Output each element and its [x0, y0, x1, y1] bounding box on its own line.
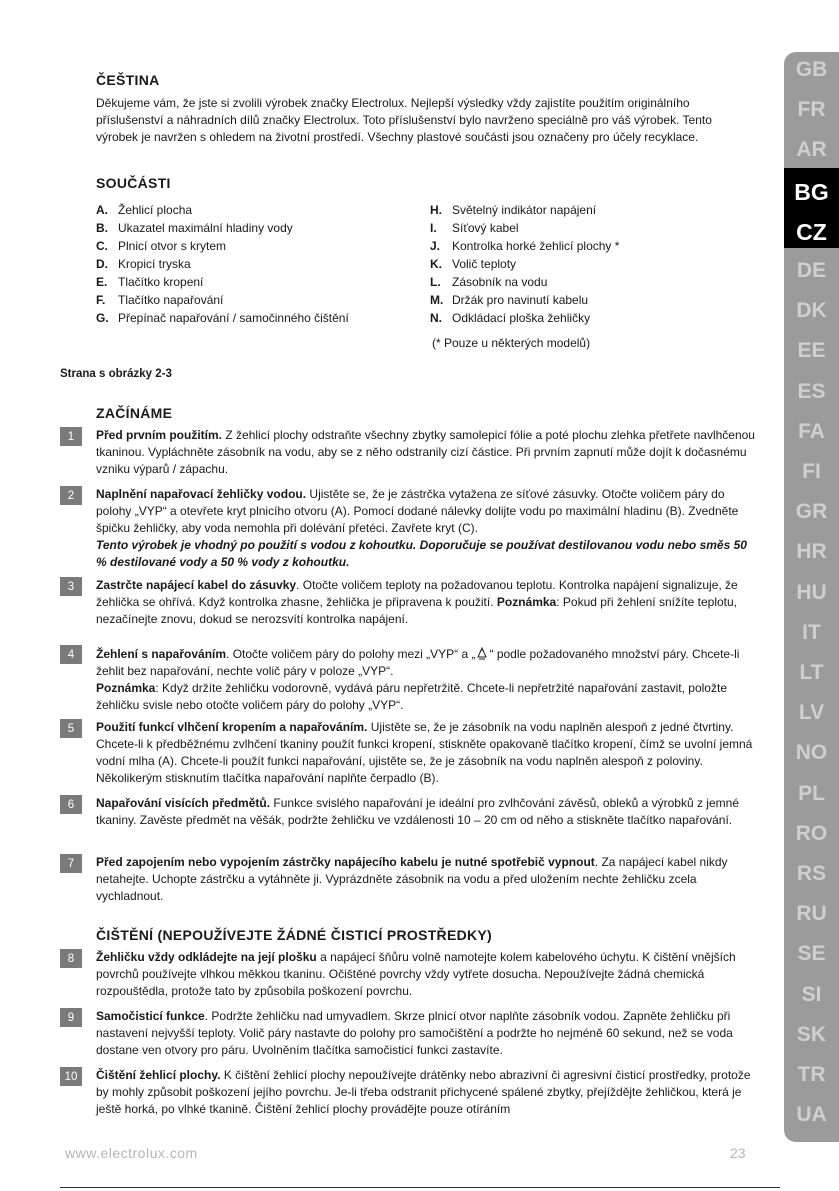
- part-letter: I.: [430, 221, 437, 235]
- step-number-badge: 4: [60, 645, 82, 664]
- part-label: Zásobník na vodu: [452, 275, 548, 289]
- language-tab-se[interactable]: SE: [797, 942, 826, 966]
- language-tab-de[interactable]: DE: [796, 259, 827, 282]
- parts-list-right: [430, 201, 619, 327]
- part-label: Síťový kabel: [452, 221, 519, 235]
- language-tab-fa[interactable]: FA: [798, 419, 825, 443]
- part-item: [96, 201, 349, 219]
- page-number: 23: [730, 1145, 746, 1161]
- part-label: Odkládací ploška žehličky: [452, 311, 591, 325]
- step-number-badge: 1: [60, 427, 82, 446]
- step-number-badge: 3: [60, 577, 82, 596]
- step-2: Naplnění napařovací žehličky vodou. Ujistěte se, že je zástrčka vytažena ze síťové zásuvky. Otočte voličem páry do polohy „VYP“ a otevřete kryt plnicího otvoru (A). Pomocí dodané nálevky dolijte vodu po maximální hladinu (B). Zvedněte špičku žehličky, aby voda nemohla při dolévání přetéci. Zavřete kryt (C). Tento výrobek je vhodný po použití s vodou z kohoutku. Doporučuje se používat destilovanou vodu nebo směs 50 % destilované vody a 50 % vody z kohoutku.: [96, 487, 747, 569]
- step-9: Samočisticí funkce. Podržte žehličku nad umyvadlem. Skrze plnicí otvor naplňte zásobník vodou. Zapněte žehličku při nastavení nejvyšší teploty. Volič páry nastavte do polohy pro samočištění a podržte ho nejméně 60 sekund, než se voda dostane ven otvory pro páru. Uvolněním tlačítka samočisticí funkci zastavíte.: [96, 1009, 733, 1057]
- part-label: Tlačítko kropení: [118, 275, 204, 289]
- step-number-badge: 9: [60, 1008, 82, 1027]
- part-letter: L.: [430, 275, 441, 289]
- bottom-rule: [60, 1187, 780, 1188]
- part-item: [430, 201, 619, 219]
- language-tab-gr[interactable]: GR: [795, 500, 828, 524]
- step-10: Čištění žehlicí plochy. K čištění žehlicí plochy nepoužívejte drátěnky nebo abrazivní či agresivní čisticí prostředky, protože by mohly způsobit poškození jejího povrchu. Je-li třeba odstranit přichycené spálené zbytky, přejíždějte žehličkou, která je ještě horká, po vlhké tkanině. Čištění žehlicí plochy provádějte pouze otíráním: [96, 1068, 751, 1116]
- language-tab-fi[interactable]: FI: [802, 460, 821, 483]
- language-tab-ua[interactable]: UA: [796, 1103, 827, 1127]
- intro-paragraph: Děkujeme vám, že jste si zvolili výrobek značky Electrolux. Nejlepší výsledky vždy zajistíte použitím originálního příslušenství a náhradních dílů značky Electrolux. Toto příslušenství bylo navrženo speciálně pro váš výrobek. Tento výrobek je navržen s ohledem na životní prostředí. Všechny plastové součásti jsou označeny pro účely recyklace.: [96, 96, 712, 144]
- language-tab-tr[interactable]: TR: [797, 1063, 826, 1086]
- step-7: Před zapojením nebo vypojením zástrčky napájecího kabelu je nutné spotřebič vypnout. Za napájecí kabel nikdy netahejte. Uchopte zástrčku a vytáhněte ji. Vyprázdněte zásobník na vodu a před uložením nechte žehličku zcela vychladnout.: [96, 855, 728, 903]
- step-number-badge: 10: [60, 1067, 82, 1086]
- part-letter: G.: [96, 311, 109, 325]
- part-label: Držák pro navinutí kabelu: [452, 293, 589, 307]
- part-letter: K.: [430, 257, 442, 271]
- step-number-badge: 5: [60, 719, 82, 738]
- part-label: Kontrolka horké žehlicí plochy *: [452, 239, 620, 253]
- language-tab-cz[interactable]: CZ: [796, 218, 827, 245]
- part-item: [96, 219, 349, 237]
- part-label: Ukazatel maximální hladiny vody: [118, 221, 293, 235]
- language-tab-no[interactable]: NO: [795, 741, 828, 765]
- step-number-badge: 2: [60, 486, 82, 505]
- language-tab-ee[interactable]: EE: [797, 339, 826, 363]
- part-item: [430, 237, 619, 255]
- footer-url: www.electrolux.com: [65, 1145, 198, 1161]
- step-number-badge: 8: [60, 949, 82, 968]
- part-letter: H.: [430, 203, 442, 217]
- part-item: [430, 309, 619, 327]
- language-tab-ar[interactable]: AR: [796, 138, 827, 162]
- part-item: [96, 273, 349, 291]
- language-tab-it[interactable]: IT: [802, 620, 821, 644]
- part-letter: A.: [96, 203, 108, 217]
- part-letter: N.: [430, 311, 442, 325]
- part-label: Přepínač napařování / samočinného čištění: [118, 311, 349, 325]
- section-title: ČEŠTINA: [96, 72, 160, 88]
- language-tab-ru[interactable]: RU: [796, 902, 827, 926]
- language-tab-fr[interactable]: FR: [797, 98, 826, 122]
- language-tab-ro[interactable]: RO: [795, 821, 828, 845]
- steam-icon: [475, 645, 489, 661]
- language-tab-si[interactable]: SI: [801, 982, 822, 1006]
- part-letter: B.: [96, 221, 108, 235]
- part-item: [96, 255, 349, 273]
- part-item: [96, 309, 349, 327]
- language-tab-hu[interactable]: HU: [796, 580, 827, 604]
- part-item: [430, 255, 619, 273]
- part-letter: M.: [430, 293, 444, 307]
- figure-page-ref: Strana s obrázky 2-3: [60, 368, 172, 380]
- step-1: Před prvním použitím. Z žehlicí plochy odstraňte všechny zbytky samolepicí fólie a poté plochu zlehka přetřete navlhčenou tkaninou. Vypláchněte zásobník na vodu, aby se z něho odstranily cizí částice. Při prvním zapnutí může dojít k dočasnému vzniku výparů / zápachu.: [96, 428, 755, 476]
- step-4: Žehlení s napařováním. Otočte voličem páry do polohy mezi „VYP“ a „ “ podle požadovaného množství páry. Chcete-li žehlit bez napařování, nechte volič páry v poloze „VYP“. Poznámka: Když držíte žehličku vodorovně, vydává páru nepřetržitě. Chcete-li nepřetržité napařování zastavit, položte žehličku svisle nebo otočte voličem páry do polohy „VYP“.: [96, 647, 740, 712]
- part-label: Světelný indikátor napájení: [452, 203, 597, 217]
- language-tab-dk[interactable]: DK: [796, 299, 827, 323]
- part-item: [96, 291, 349, 309]
- part-label: Žehlicí plocha: [118, 203, 193, 217]
- language-tab-bg[interactable]: BG: [794, 178, 829, 205]
- part-item: [430, 291, 619, 309]
- part-label: Volič teploty: [452, 257, 517, 271]
- language-tab-hr[interactable]: HR: [796, 540, 827, 564]
- language-tab-es[interactable]: ES: [797, 379, 826, 403]
- part-label: Plnicí otvor s krytem: [118, 239, 227, 253]
- parts-list-left: [96, 201, 349, 327]
- part-label: Kropicí tryska: [118, 257, 191, 271]
- language-tab-lt[interactable]: LT: [799, 661, 824, 684]
- step-5: Použití funkcí vlhčení kropením a napařováním. Ujistěte se, že je zásobník na vodu naplněn alespoň z jedné čtvrtiny. Chcete-li k předběžnému zvlhčení tkaniny použít funkci kropení, stiskněte opakovaně tlačítko kropení, čímž se uvolní jemná vodní mlha (A). Chcete-li použít funkci napařování, ujistěte se, že je zásobník na vodu naplněn alespoň z poloviny. Několikerým stisknutím tlačítka napařování naplňte čerpadlo (B).: [96, 720, 753, 785]
- part-letter: D.: [96, 257, 108, 271]
- language-tab-lv[interactable]: LV: [798, 701, 825, 725]
- step-number-badge: 7: [60, 854, 82, 873]
- part-letter: J.: [430, 239, 441, 253]
- step-3: Zastrčte napájecí kabel do zásuvky. Otočte voličem teploty na požadovanou teplotu. Kontrolka napájení signalizuje, že žehlička se ohřívá. Když kontrolka zhasne, žehlička je připravena k použití. Poznámka: Pokud při žehlení snížíte teplotu, nezačínejte znovu, dokud se nerozsvítí kontrolka napájení.: [96, 578, 738, 626]
- language-tab-sk[interactable]: SK: [796, 1022, 827, 1046]
- step-8: Žehličku vždy odkládejte na její plošku a napájecí šňůru volně namotejte kolem kabelového úchytu. K čištění vnějších povrchů používejte vlhkou měkkou tkaninu. Očištěné povrchy vždy vytřete dosucha. Nepoužívejte žádná chemická rozpouštědla, protože tato by způsobila poškození povrchu.: [96, 950, 736, 998]
- language-tab-gb[interactable]: GB: [795, 58, 828, 81]
- parts-title: SOUČÁSTI: [96, 175, 171, 191]
- parts-note: (* Pouze u některých modelů): [432, 336, 591, 350]
- step-number-badge: 6: [60, 795, 82, 814]
- language-tab-rs[interactable]: RS: [796, 862, 827, 885]
- step-6: Napařování visících předmětů. Funkce svislého napařování je ideální pro zvlhčování závěsů, obleků a výrobků z jemné tkaniny. Zavěste předmět na věšák, podržte žehličku ve vzdálenosti 10 – 20 cm od něho a stiskněte tlačítko napařování.: [96, 796, 739, 827]
- part-item: [430, 219, 619, 237]
- part-item: [96, 237, 349, 255]
- language-tab-pl[interactable]: PL: [798, 781, 825, 805]
- part-item: [430, 273, 619, 291]
- part-letter: E.: [96, 275, 108, 289]
- cleaning-title: ČIŠTĚNÍ (NEPOUŽÍVEJTE ŽÁDNÉ ČISTICÍ PROSTŘEDKY): [96, 927, 493, 943]
- part-label: Tlačítko napařování: [118, 293, 224, 307]
- part-letter: F.: [96, 293, 106, 307]
- part-letter: C.: [96, 239, 108, 253]
- start-title: ZAČÍNÁME: [96, 405, 173, 421]
